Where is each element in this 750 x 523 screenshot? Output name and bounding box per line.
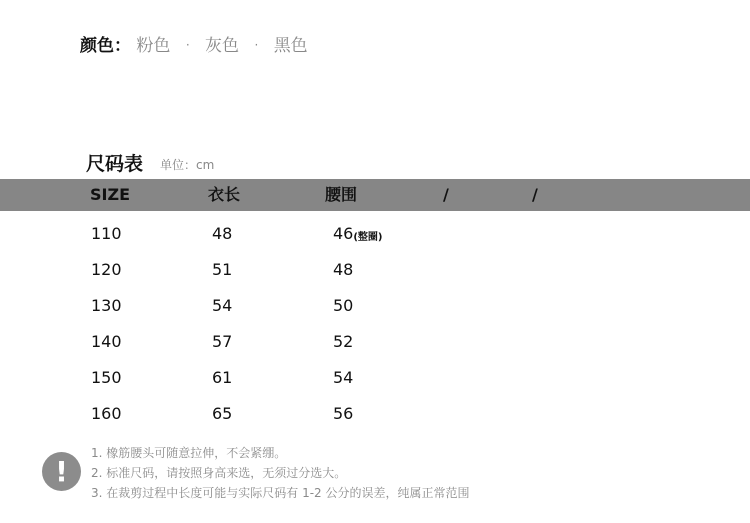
cell-size: 130 — [91, 296, 122, 315]
cell-length: 54 — [212, 296, 233, 315]
header-empty-2: / — [532, 185, 538, 204]
note-item-1: 1. 橡筋腰头可随意拉伸，不会紧绷。 — [91, 446, 287, 460]
color-option-black: 黑色 — [273, 36, 308, 56]
cell-length: 57 — [212, 332, 233, 351]
color-options — [80, 34, 308, 58]
cell-waist-value: 46 — [333, 224, 354, 243]
note-item-2: 2. 标准尺码，请按照身高来选，无须过分选大。 — [91, 466, 347, 480]
cell-size: 140 — [91, 332, 122, 351]
cell-waist-note: (整圈) — [353, 232, 383, 243]
cell-waist: 48 — [333, 260, 354, 279]
cell-size: 120 — [91, 260, 122, 279]
cell-size: 110 — [91, 224, 122, 243]
cell-length: 61 — [212, 368, 233, 387]
table-row — [0, 360, 750, 396]
table-row — [0, 252, 750, 288]
cell-size: 150 — [91, 368, 122, 387]
color-option-pink: 粉色 — [136, 36, 171, 56]
cell-size: 160 — [91, 404, 122, 423]
size-table-unit: 单位：cm — [160, 158, 215, 172]
cell-waist: 56 — [333, 404, 354, 423]
table-row — [0, 396, 750, 432]
size-table-header — [0, 179, 750, 211]
color-separator: · — [254, 38, 259, 52]
exclamation-icon — [42, 452, 81, 491]
cell-waist: 52 — [333, 332, 354, 351]
color-option-grey: 灰色 — [205, 36, 240, 56]
cell-waist: 50 — [333, 296, 354, 315]
table-row — [0, 216, 750, 252]
cell-waist: 54 — [333, 368, 354, 387]
header-waist: 腰围 — [325, 185, 358, 204]
header-empty-1: / — [443, 185, 449, 204]
header-size: SIZE — [90, 185, 131, 204]
header-length: 衣长 — [208, 185, 241, 204]
note-item-3: 3. 在裁剪过程中长度可能与实际尺码有 1-2 公分的误差，纯属正常范围 — [91, 486, 470, 500]
cell-waist — [333, 216, 383, 255]
color-separator: · — [185, 38, 190, 52]
exclamation-glyph: ! — [55, 455, 68, 488]
cell-length: 65 — [212, 404, 233, 423]
size-table-title: 尺码表 — [86, 153, 144, 175]
table-row — [0, 324, 750, 360]
table-row — [0, 288, 750, 324]
color-label: 颜色： — [80, 36, 131, 56]
cell-length: 48 — [212, 224, 233, 243]
cell-length: 51 — [212, 260, 233, 279]
